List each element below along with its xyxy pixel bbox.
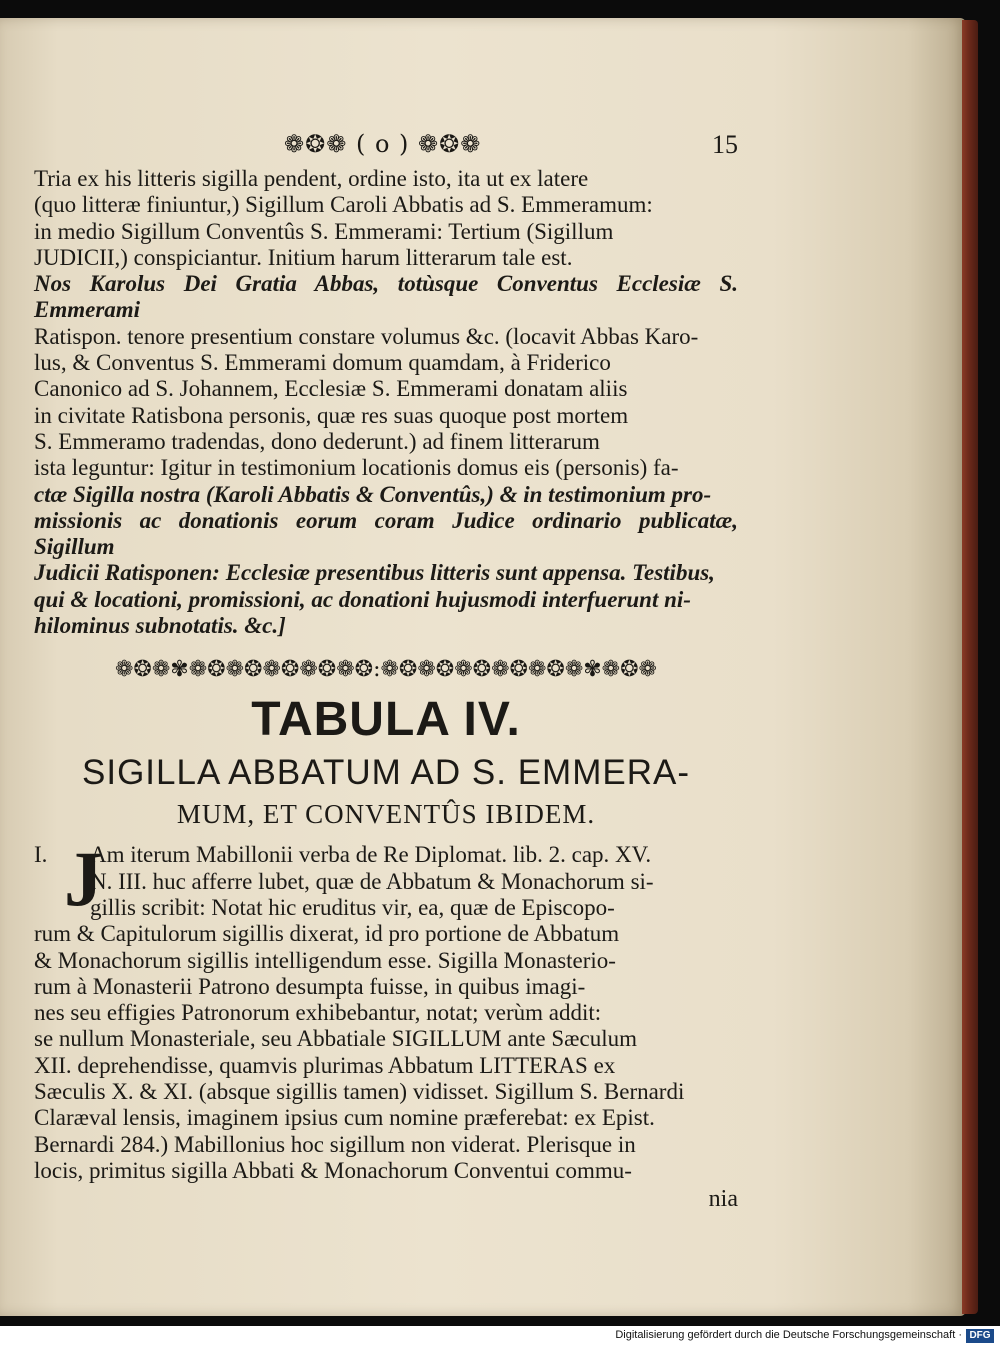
text-line: ctæ Sigilla nostra (Karoli Abbatis & Conventûs,) & in testimonium pro- xyxy=(34,481,712,507)
section-number: I. xyxy=(34,842,48,868)
text-line: lus, & Conventus S. Emmerami domum quamdam, à Friderico xyxy=(34,350,611,376)
text-line: (quo litteræ finiuntur,) Sigillum Caroli Abbatis ad S. Emmeramum: xyxy=(34,192,653,218)
section-first-lines xyxy=(34,835,738,923)
text-line: gillis scribit: Notat hic eruditus vir, ea, quæ de Episcopo- xyxy=(90,894,615,920)
page-title: TABULA IV. xyxy=(251,693,521,747)
text-line: hilominus subnotatis. &c.] xyxy=(34,613,286,639)
text-line: rum & Capitulorum sigillis dixerat, id pro portione de Abbatum xyxy=(34,921,620,947)
running-head xyxy=(34,128,738,166)
text-line: S. Emmeramo tradendas, dono dederunt.) ad finem litterarum xyxy=(34,428,600,454)
page-edge xyxy=(962,20,978,1314)
drop-initial: J xyxy=(64,835,103,923)
section-body xyxy=(34,835,738,1184)
text-line: Canonico ad S. Johannem, Ecclesiæ S. Emmerami donatam aliis xyxy=(34,376,628,402)
subtitle: SIGILLA ABBATUM AD S. EMMERA- xyxy=(82,753,690,793)
text-line: N. III. huc afferre lubet, quæ de Abbatum & Monachorum si- xyxy=(90,868,654,894)
text-line: Nos Karolus Dei Gratia Abbas, totùsque Conventus Ecclesiæ S. Emmerami xyxy=(34,271,738,323)
text-line: XII. deprehendisse, quamvis plurimas Abbatum LITTERAS ex xyxy=(34,1052,616,1078)
text-line: missionis ac donationis eorum coram Judice ordinario publicatæ, Sigillum xyxy=(34,507,738,560)
catchword: nia xyxy=(708,1186,738,1213)
text-line: ista leguntur: Igitur in testimonium locationis domus eis (personis) fa- xyxy=(34,455,679,481)
text-line: in medio Sigillum Conventûs S. Emmerami: Tertium (Sigillum xyxy=(34,218,614,244)
ornament-band: ❁❂❁✾❁❂❁❂❁❂❁❂❁❂:❁❂❁❂❁❂❁❂❁❂❁✾❁❂❁ xyxy=(115,657,657,683)
text-line: Ratispon. tenore presentium constare volumus &c. (locavit Abbas Karo- xyxy=(34,323,699,349)
page-content xyxy=(34,128,738,1212)
catchword-row xyxy=(34,1184,738,1212)
text-line: Claræval lensis, imaginem ipsius cum nomine præferebat: ex Epist. xyxy=(34,1105,655,1131)
text-line: rum à Monasterii Patrono desumpta fuisse, in quibus imagi- xyxy=(34,973,586,999)
footer-credit: Digitalisierung gefördert durch die Deutsche Forschungsgemeinschaft · xyxy=(615,1329,962,1341)
dfg-logo-icon: DFG xyxy=(966,1329,994,1343)
text-line: Bernardi 284.) Mabillonius hoc sigillum non viderat. Plerisque in xyxy=(34,1131,636,1157)
text-line: Sæculis X. & XI. (absque sigillis tamen) vidisset. Sigillum S. Bernardi xyxy=(34,1079,685,1105)
footer-bar xyxy=(0,1326,1000,1347)
text-line: JUDICII,) conspiciantur. Initium harum litterarum tale est. xyxy=(34,244,573,270)
header-ornament: ❁❂❁ ( o ) ❁❂❁ xyxy=(284,130,482,158)
text-line: nes seu effigies Patronorum exhibebantur, notat; verùm addit: xyxy=(34,1000,602,1026)
section-1 xyxy=(34,835,738,1184)
text-line: in civitate Ratisbona personis, quæ res suas quoque post mortem xyxy=(34,402,629,428)
text-line: se nullum Monasteriale, seu Abbatiale SIGILLUM ante Sæculum xyxy=(34,1026,637,1052)
text-line: Tria ex his litteris sigilla pendent, ordine isto, ita ut ex latere xyxy=(34,166,589,191)
text-line: Judicii Ratisponen: Ecclesiæ presentibus litteris sunt appensa. Testibus, xyxy=(34,560,715,586)
page-number: 15 xyxy=(712,130,738,159)
subtitle-continued: MUM, ET CONVENTÛS IBIDEM. xyxy=(176,799,596,830)
text-line: & Monachorum sigillis intelligendum esse. Sigilla Monasterio- xyxy=(34,947,616,973)
top-paragraph xyxy=(34,166,738,639)
text-line: Am iterum Mabillonii verba de Re Diplomat. lib. 2. cap. XV. xyxy=(90,842,652,868)
text-line: locis, primitus sigilla Abbati & Monachorum Conventui commu- xyxy=(34,1157,632,1183)
text-line: qui & locationi, promissioni, ac donationi hujusmodi interfuerunt ni- xyxy=(34,586,691,612)
